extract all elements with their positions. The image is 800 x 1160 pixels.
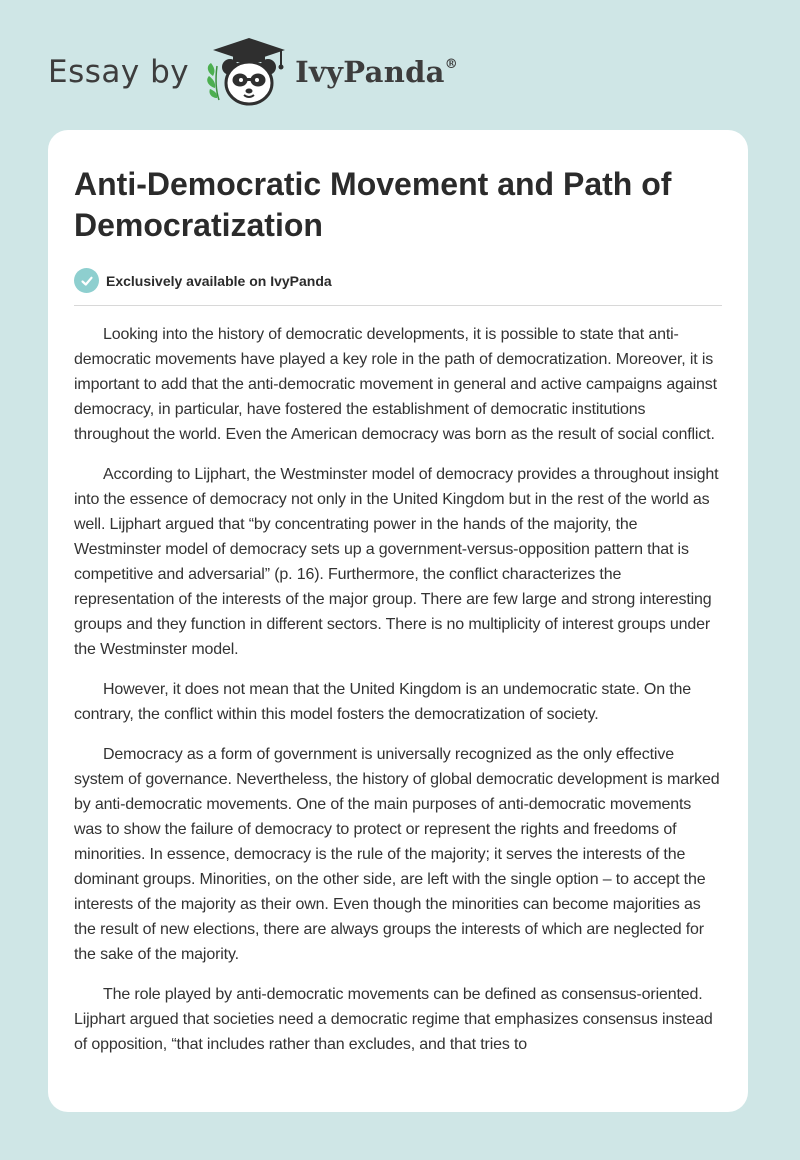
exclusive-badge xyxy=(74,268,722,306)
paragraph: The role played by anti-democratic movements can be defined as consensus-oriented. Lijphart argued that societies need a democratic regime that emphasizes consensus instead of opposition, “that includes rather than excludes, and that tries to xyxy=(74,986,713,1053)
essay-body xyxy=(74,322,722,1057)
brand-name[interactable]: IvyPanda® xyxy=(295,55,459,89)
paragraph: Democracy as a form of government is universally recognized as the only effective system of governance. Nevertheless, the history of global democratic development is marked by anti-democratic movements. One of the main purposes of anti-democratic movements was to show the failure of democracy to protect or represent the rights and freedoms of minorities. In essence, democracy is the rule of the majority; it serves the interests of the dominant groups. Minorities, on the other side, are left with the single option – to accept the interests of the majority as their own. Even though the minorities can become majorities as the result of new elections, there are always groups the interests of which are neglected for the sake of the majority. xyxy=(74,746,720,963)
essay-by-label: Essay by xyxy=(48,54,190,90)
paragraph: According to Lijphart, the Westminster model of democracy provides a throughout insight into the essence of democracy not only in the United Kingdom but in the rest of the world as well. Lijphart argued that “by concentrating power in the hands of the majority, the Westminster model of democracy sets up a government-versus-opposition pattern that is competitive and adversarial” (p. 16). Furthermore, the conflict characterizes the representation of the interests of the major group. There are few large and strong interesting groups and they function in different sectors. There is no multiplicity of interest groups under the Westminster model. xyxy=(74,466,719,658)
page-title: Anti-Democratic Movement and Path of Democratization xyxy=(74,166,672,243)
exclusive-badge-label: Exclusively available on IvyPanda xyxy=(106,272,332,289)
check-icon xyxy=(74,268,99,293)
trademark-symbol: ® xyxy=(444,57,459,72)
paragraph: However, it does not mean that the United Kingdom is an undemocratic state. On the contrary, the conflict within this model fosters the democratization of society. xyxy=(74,681,692,723)
panda-graduate-icon[interactable] xyxy=(203,36,291,108)
essay-card xyxy=(48,130,748,1112)
site-header xyxy=(48,36,458,108)
paragraph: Looking into the history of democratic developments, it is possible to state that anti-democratic movements have played a key role in the path of democratization. Moreover, it is important to add that the anti-democratic movement in general and active campaigns against democracy, in particular, have fostered the establishment of democratic institutions throughout the world. Even the American democracy was born as the result of social conflict. xyxy=(74,326,717,443)
